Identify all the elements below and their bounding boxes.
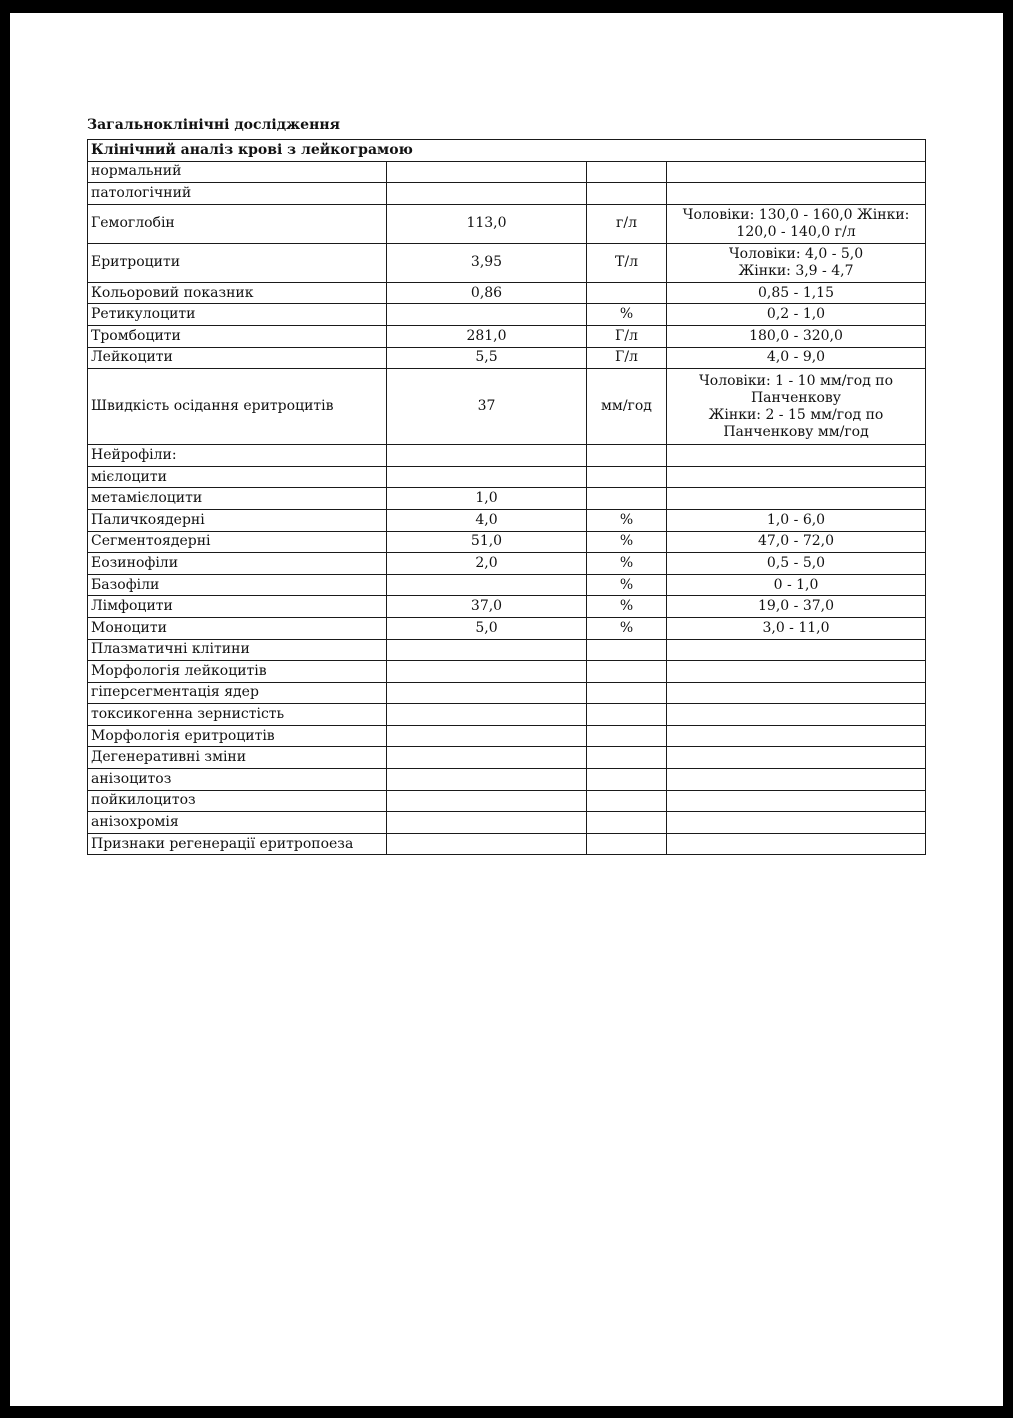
- test-name: нормальний: [88, 161, 387, 183]
- test-name: Ретикулоцити: [88, 304, 387, 326]
- test-value: [387, 769, 587, 791]
- test-reference: 19,0 - 37,0: [667, 596, 926, 618]
- test-unit: [587, 282, 667, 304]
- test-unit: %: [587, 531, 667, 553]
- test-name: анізоцитоз: [88, 769, 387, 791]
- test-unit: [587, 833, 667, 855]
- test-reference: [667, 161, 926, 183]
- section-title: Загальноклінічні дослідження: [87, 117, 340, 133]
- test-reference: [667, 488, 926, 510]
- test-value: [387, 304, 587, 326]
- test-reference: [667, 769, 926, 791]
- table-row: [88, 596, 926, 618]
- table-row: [88, 617, 926, 639]
- test-value: [387, 445, 587, 467]
- test-reference: [667, 833, 926, 855]
- test-unit: %: [587, 574, 667, 596]
- test-value: 3,95: [387, 243, 587, 282]
- test-unit: [587, 725, 667, 747]
- test-reference: [667, 790, 926, 812]
- test-reference: [667, 661, 926, 683]
- table-row: [88, 445, 926, 467]
- test-name: Кольоровий показник: [88, 282, 387, 304]
- test-reference: 1,0 - 6,0: [667, 509, 926, 531]
- test-name: Нейрофіли:: [88, 445, 387, 467]
- test-value: [387, 183, 587, 205]
- test-reference: 47,0 - 72,0: [667, 531, 926, 553]
- test-value: [387, 639, 587, 661]
- test-value: [387, 790, 587, 812]
- table-row: [88, 812, 926, 834]
- test-value: [387, 466, 587, 488]
- test-unit: %: [587, 596, 667, 618]
- test-name: Еозинофіли: [88, 553, 387, 575]
- test-reference: [667, 747, 926, 769]
- test-value: 2,0: [387, 553, 587, 575]
- test-value: 1,0: [387, 488, 587, 510]
- table-row: [88, 725, 926, 747]
- test-value: [387, 661, 587, 683]
- test-unit: [587, 445, 667, 467]
- test-reference: 0,5 - 5,0: [667, 553, 926, 575]
- test-value: [387, 812, 587, 834]
- test-unit: %: [587, 617, 667, 639]
- test-unit: [587, 661, 667, 683]
- test-value: 0,86: [387, 282, 587, 304]
- table-row: [88, 243, 926, 282]
- test-reference: Чоловіки: 1 - 10 мм/год по Панченкову Жінки: 2 - 15 мм/год по Панченкову мм/год: [667, 369, 926, 445]
- test-reference: [667, 682, 926, 704]
- test-value: 51,0: [387, 531, 587, 553]
- test-value: [387, 725, 587, 747]
- document-page: [10, 13, 1003, 1406]
- test-reference: 4,0 - 9,0: [667, 347, 926, 369]
- test-reference: [667, 445, 926, 467]
- test-reference: 0,85 - 1,15: [667, 282, 926, 304]
- test-name: Дегенеративні зміни: [88, 747, 387, 769]
- test-unit: [587, 466, 667, 488]
- table-title: Клінічний аналіз крові з лейкограмою: [88, 140, 926, 162]
- test-reference: 0 - 1,0: [667, 574, 926, 596]
- test-name: Швидкість осідання еритроцитів: [88, 369, 387, 445]
- test-value: 113,0: [387, 204, 587, 243]
- test-unit: [587, 812, 667, 834]
- test-unit: %: [587, 553, 667, 575]
- table-row: [88, 769, 926, 791]
- test-name: метамієлоцити: [88, 488, 387, 510]
- test-value: 37,0: [387, 596, 587, 618]
- test-name: Признаки регенерації еритропоеза: [88, 833, 387, 855]
- test-reference: [667, 639, 926, 661]
- test-name: пойкилоцитоз: [88, 790, 387, 812]
- table-row: [88, 790, 926, 812]
- test-unit: [587, 747, 667, 769]
- test-name: Паличкоядерні: [88, 509, 387, 531]
- test-reference: [667, 725, 926, 747]
- table-row: [88, 639, 926, 661]
- table-row: [88, 282, 926, 304]
- table-row: [88, 488, 926, 510]
- test-name: анізохромія: [88, 812, 387, 834]
- test-name: Гемоглобін: [88, 204, 387, 243]
- test-name: токсикогенна зернистість: [88, 704, 387, 726]
- table-row: [88, 347, 926, 369]
- test-value: 281,0: [387, 325, 587, 347]
- test-value: [387, 747, 587, 769]
- test-unit: [587, 704, 667, 726]
- test-value: 5,0: [387, 617, 587, 639]
- test-name: Морфологія лейкоцитів: [88, 661, 387, 683]
- table-row: [88, 704, 926, 726]
- test-reference: Чоловіки: 130,0 - 160,0 Жінки: 120,0 - 140,0 г/л: [667, 204, 926, 243]
- table-row: [88, 369, 926, 445]
- test-unit: [587, 790, 667, 812]
- test-reference: [667, 466, 926, 488]
- test-unit: [587, 488, 667, 510]
- table-row: [88, 325, 926, 347]
- test-name: Моноцити: [88, 617, 387, 639]
- test-unit: мм/год: [587, 369, 667, 445]
- test-value: [387, 574, 587, 596]
- test-name: Лейкоцити: [88, 347, 387, 369]
- test-name: гіперсегментація ядер: [88, 682, 387, 704]
- test-name: Лімфоцити: [88, 596, 387, 618]
- table-row: [88, 531, 926, 553]
- table-row: [88, 304, 926, 326]
- table-row: [88, 204, 926, 243]
- test-value: 4,0: [387, 509, 587, 531]
- test-value: [387, 161, 587, 183]
- test-reference: [667, 704, 926, 726]
- test-unit: Т/л: [587, 243, 667, 282]
- test-reference: [667, 183, 926, 205]
- test-name: патологічний: [88, 183, 387, 205]
- test-unit: [587, 769, 667, 791]
- test-name: Базофіли: [88, 574, 387, 596]
- test-unit: %: [587, 509, 667, 531]
- test-unit: [587, 682, 667, 704]
- table-row: [88, 553, 926, 575]
- test-name: мієлоцити: [88, 466, 387, 488]
- test-unit: Г/л: [587, 347, 667, 369]
- test-unit: Г/л: [587, 325, 667, 347]
- test-reference: 3,0 - 11,0: [667, 617, 926, 639]
- test-name: Тромбоцити: [88, 325, 387, 347]
- test-unit: [587, 639, 667, 661]
- test-unit: [587, 161, 667, 183]
- table-row: [88, 183, 926, 205]
- table-row: [88, 661, 926, 683]
- test-name: Сегментоядерні: [88, 531, 387, 553]
- test-name: Еритроцити: [88, 243, 387, 282]
- test-reference: 0,2 - 1,0: [667, 304, 926, 326]
- test-reference: [667, 812, 926, 834]
- test-value: [387, 682, 587, 704]
- table-row: [88, 682, 926, 704]
- test-value: [387, 704, 587, 726]
- blood-test-table: [87, 139, 926, 855]
- table-title-row: [88, 140, 926, 162]
- test-name: Плазматичні клітини: [88, 639, 387, 661]
- test-unit: %: [587, 304, 667, 326]
- table-row: [88, 574, 926, 596]
- table-row: [88, 747, 926, 769]
- test-unit: [587, 183, 667, 205]
- test-reference: 180,0 - 320,0: [667, 325, 926, 347]
- test-reference: Чоловіки: 4,0 - 5,0 Жінки: 3,9 - 4,7: [667, 243, 926, 282]
- test-value: [387, 833, 587, 855]
- test-unit: г/л: [587, 204, 667, 243]
- table-row: [88, 161, 926, 183]
- test-value: 37: [387, 369, 587, 445]
- table-row: [88, 466, 926, 488]
- table-row: [88, 833, 926, 855]
- table-row: [88, 509, 926, 531]
- test-value: 5,5: [387, 347, 587, 369]
- test-name: Морфологія еритроцитів: [88, 725, 387, 747]
